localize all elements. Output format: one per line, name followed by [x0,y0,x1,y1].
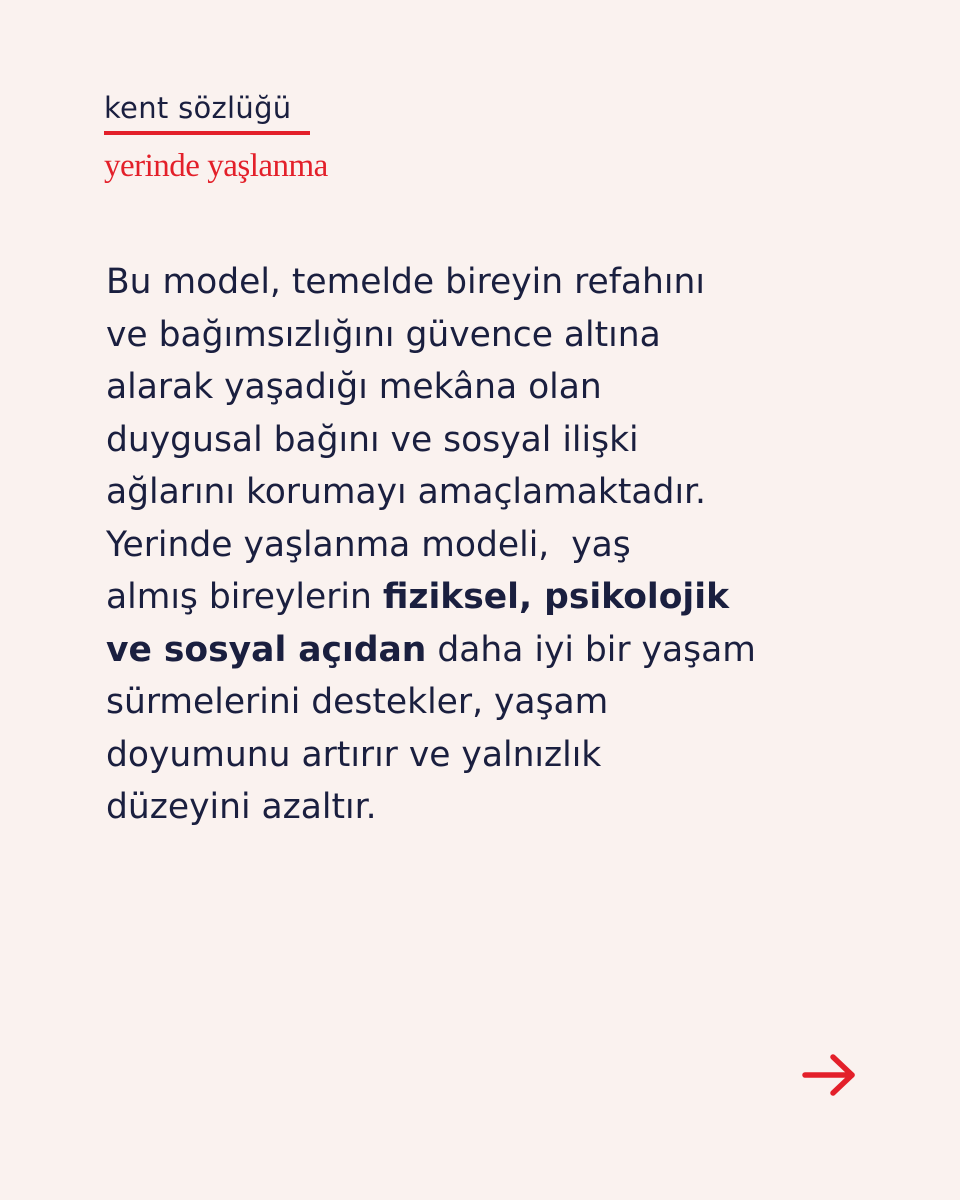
emphasis-text: ve sosyal açıdan [106,629,427,670]
arrow-right-icon [802,1053,858,1097]
text-line: almış bireylerin fiziksel, psikolojik [106,577,730,617]
text-line: sürmelerini destekler, yaşam [106,682,609,722]
text-line: Bu model, temelde bireyin refahını [106,262,705,302]
text-line: ve sosyal açıdan daha iyi bir yaşam [106,629,756,670]
text-line: alarak yaşadığı mekâna olan [106,367,602,407]
brand-title: kent sözlüğü [104,88,310,135]
definition-text [106,256,886,834]
text-line: Yerinde yaşlanma modeli, yaş [106,524,631,565]
brand-header [104,88,328,186]
text-line: ve bağımsızlığını güvence altına [106,314,661,355]
text-line: doyumunu artırır ve yalnızlık [106,734,602,775]
text-line: düzeyini azaltır. [106,787,377,827]
next-button[interactable] [802,1053,858,1097]
text-line: ağlarını korumayı amaçlamaktadır. [106,472,707,512]
emphasis-text: fiziksel, psikolojik [382,577,730,617]
text-line: duygusal bağını ve sosyal ilişki [106,419,639,460]
term-title: yerinde yaşlanma [104,148,328,184]
